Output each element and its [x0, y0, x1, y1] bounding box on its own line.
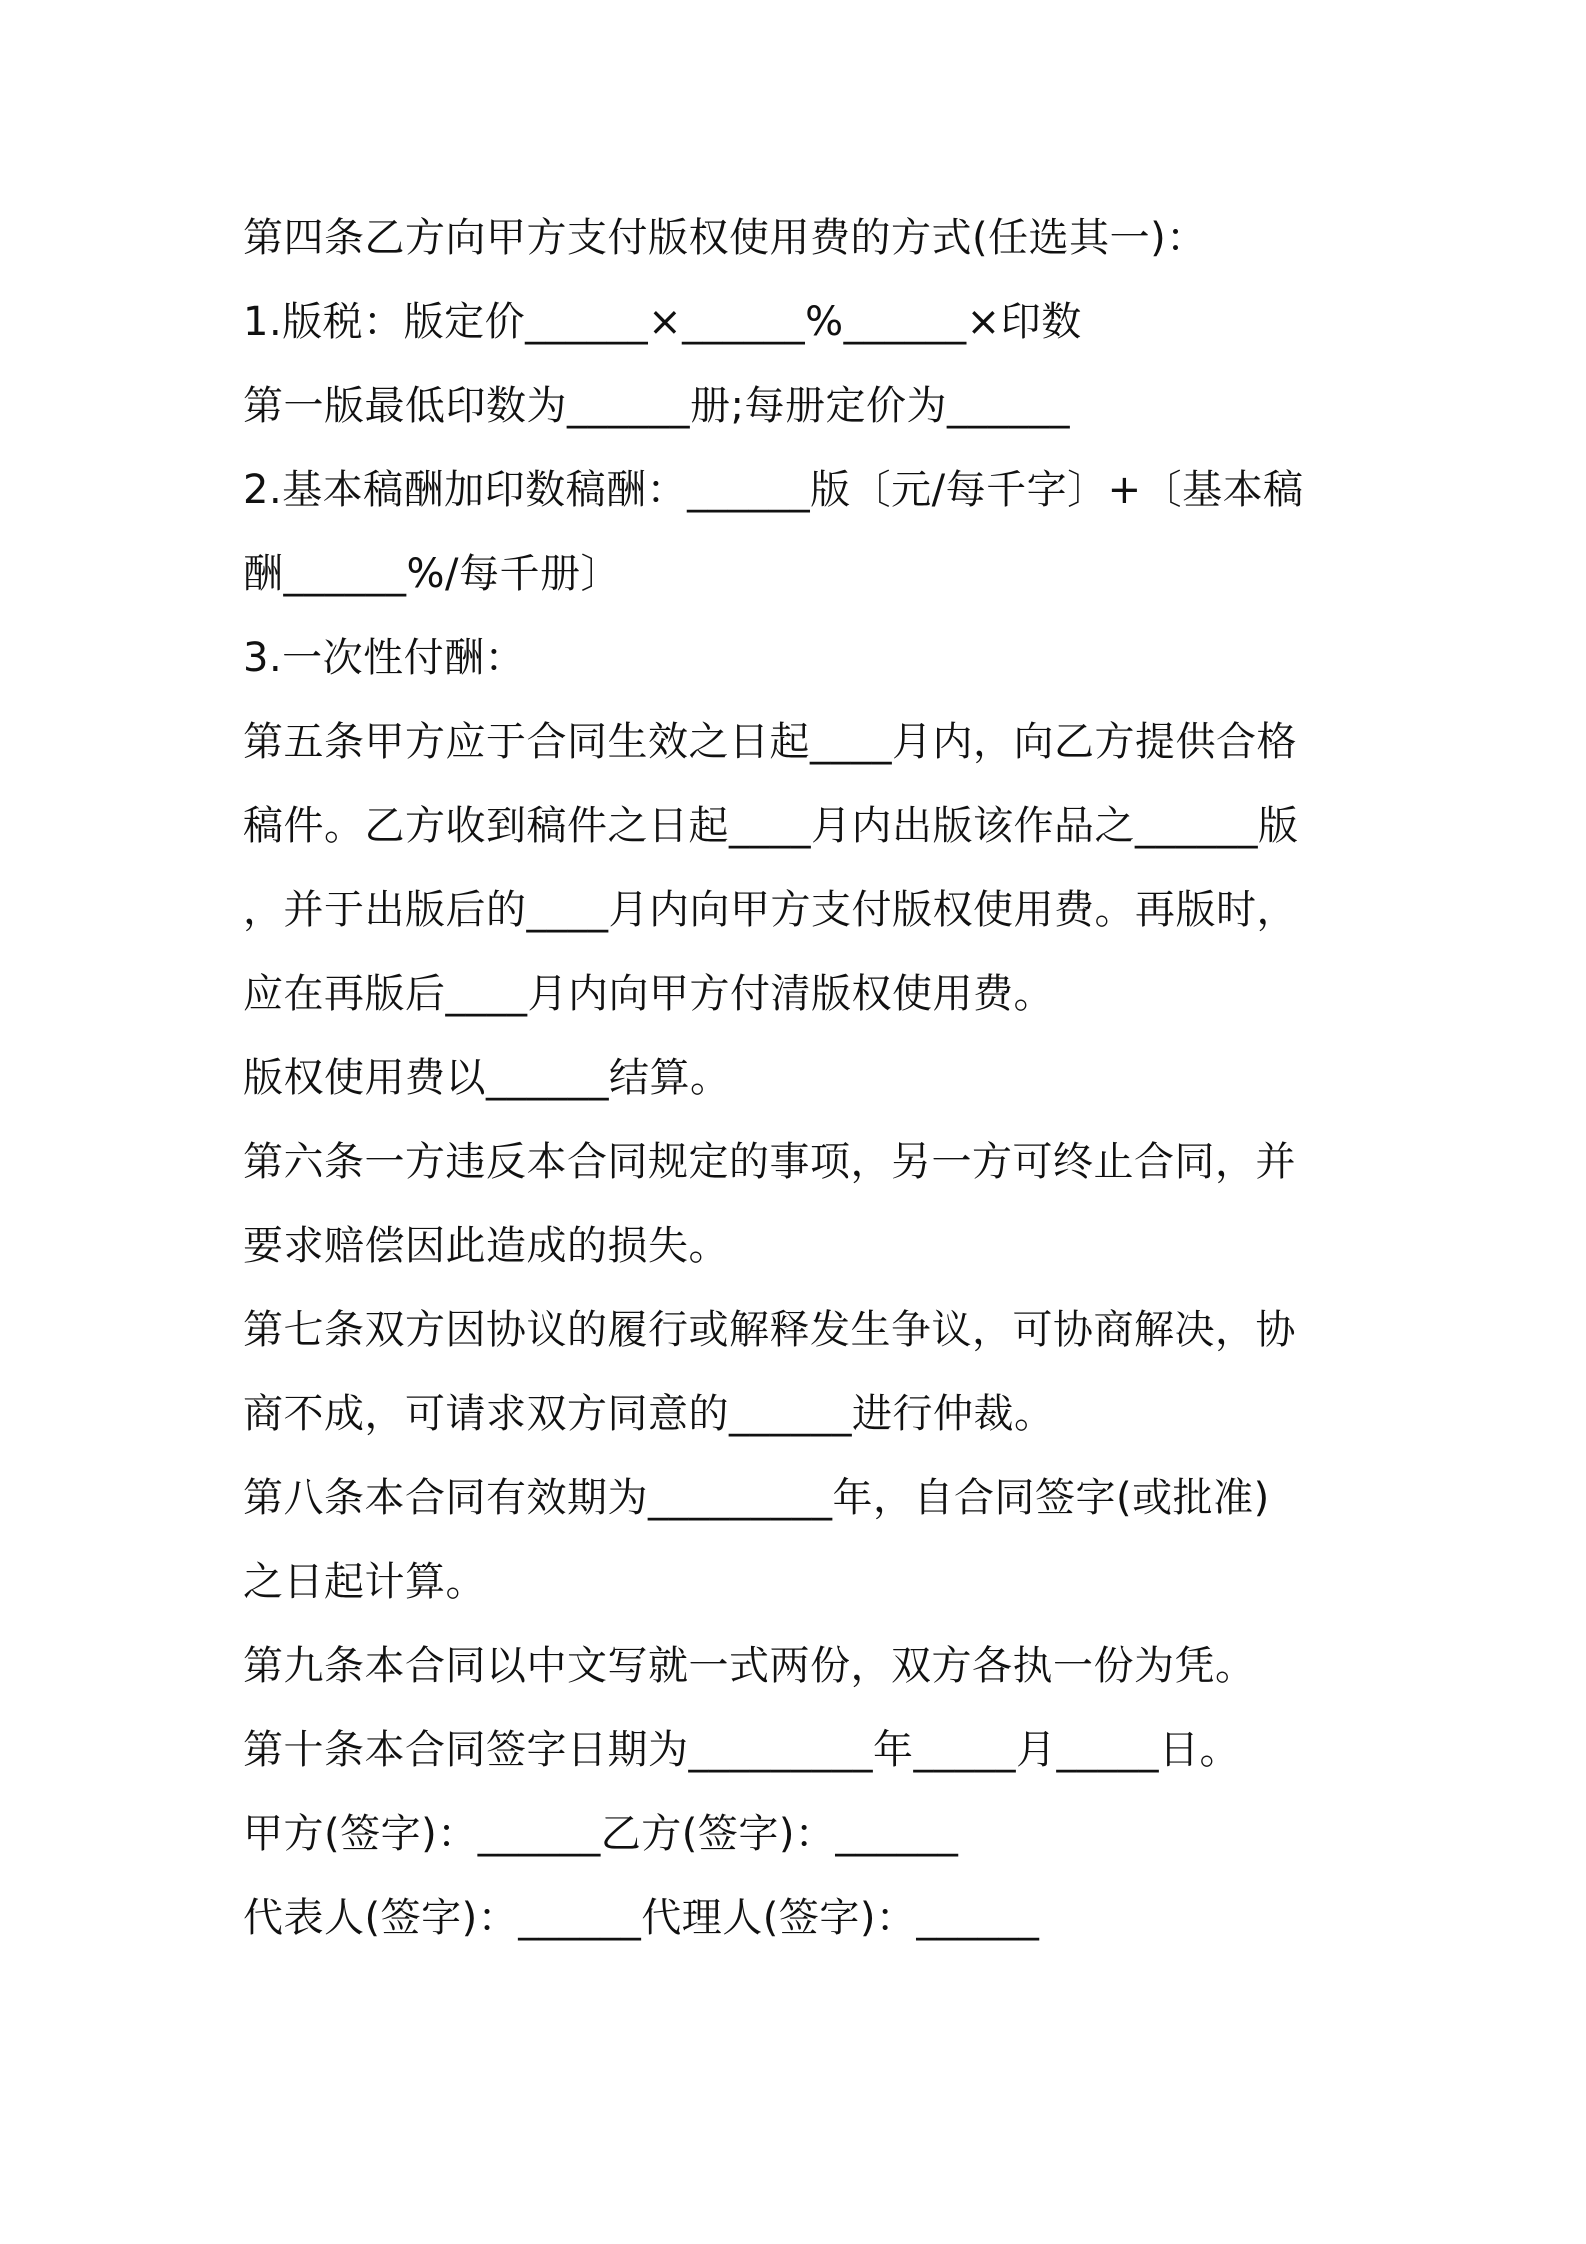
text-line: 应在再版后____月内向甲方付清版权使用费。 — [243, 971, 1054, 1017]
text-line: 2.基本稿酬加印数稿酬：______版〔元/每千字〕+〔基本稿 — [243, 467, 1304, 513]
text-line: 要求赔偿因此造成的损失。 — [243, 1223, 729, 1269]
text-line: 甲方(签字)：______乙方(签字)：______ — [243, 1811, 959, 1857]
text-line: 第四条乙方向甲方支付版权使用费的方式(任选其一)： — [243, 215, 1207, 261]
text-line: 第六条一方违反本合同规定的事项，另一方可终止合同，并 — [243, 1139, 1296, 1185]
text-line: 3.一次性付酬： — [243, 635, 526, 681]
text-line: 商不成，可请求双方同意的______进行仲裁。 — [243, 1391, 1055, 1437]
text-line: 版权使用费以______结算。 — [243, 1055, 731, 1101]
text-line: 第十条本合同签字日期为_________年_____月_____日。 — [243, 1727, 1240, 1773]
text-line: 第一版最低印数为______册;每册定价为______ — [243, 383, 1070, 429]
text-line: 第九条本合同以中文写就一式两份，双方各执一份为凭。 — [243, 1643, 1256, 1689]
text-line: 代表人(签字)：______代理人(签字)：______ — [243, 1895, 1040, 1941]
text-line: 酬______%/每千册〕 — [243, 551, 621, 597]
text-line: 稿件。乙方收到稿件之日起____月内出版该作品之______版 — [243, 803, 1299, 849]
text-line: ，并于出版后的____月内向甲方支付版权使用费。再版时， — [243, 887, 1297, 933]
text-line: 第五条甲方应于合同生效之日起____月内，向乙方提供合格 — [243, 719, 1297, 765]
text-line: 之日起计算。 — [243, 1559, 486, 1605]
contract-text — [243, 196, 1358, 1960]
text-line: 1.版税：版定价______×______%______×印数 — [243, 299, 1082, 345]
text-line: 第八条本合同有效期为_________年，自合同签字(或批准) — [243, 1475, 1270, 1521]
text-line: 第七条双方因协议的履行或解释发生争议，可协商解决，协 — [243, 1307, 1296, 1353]
